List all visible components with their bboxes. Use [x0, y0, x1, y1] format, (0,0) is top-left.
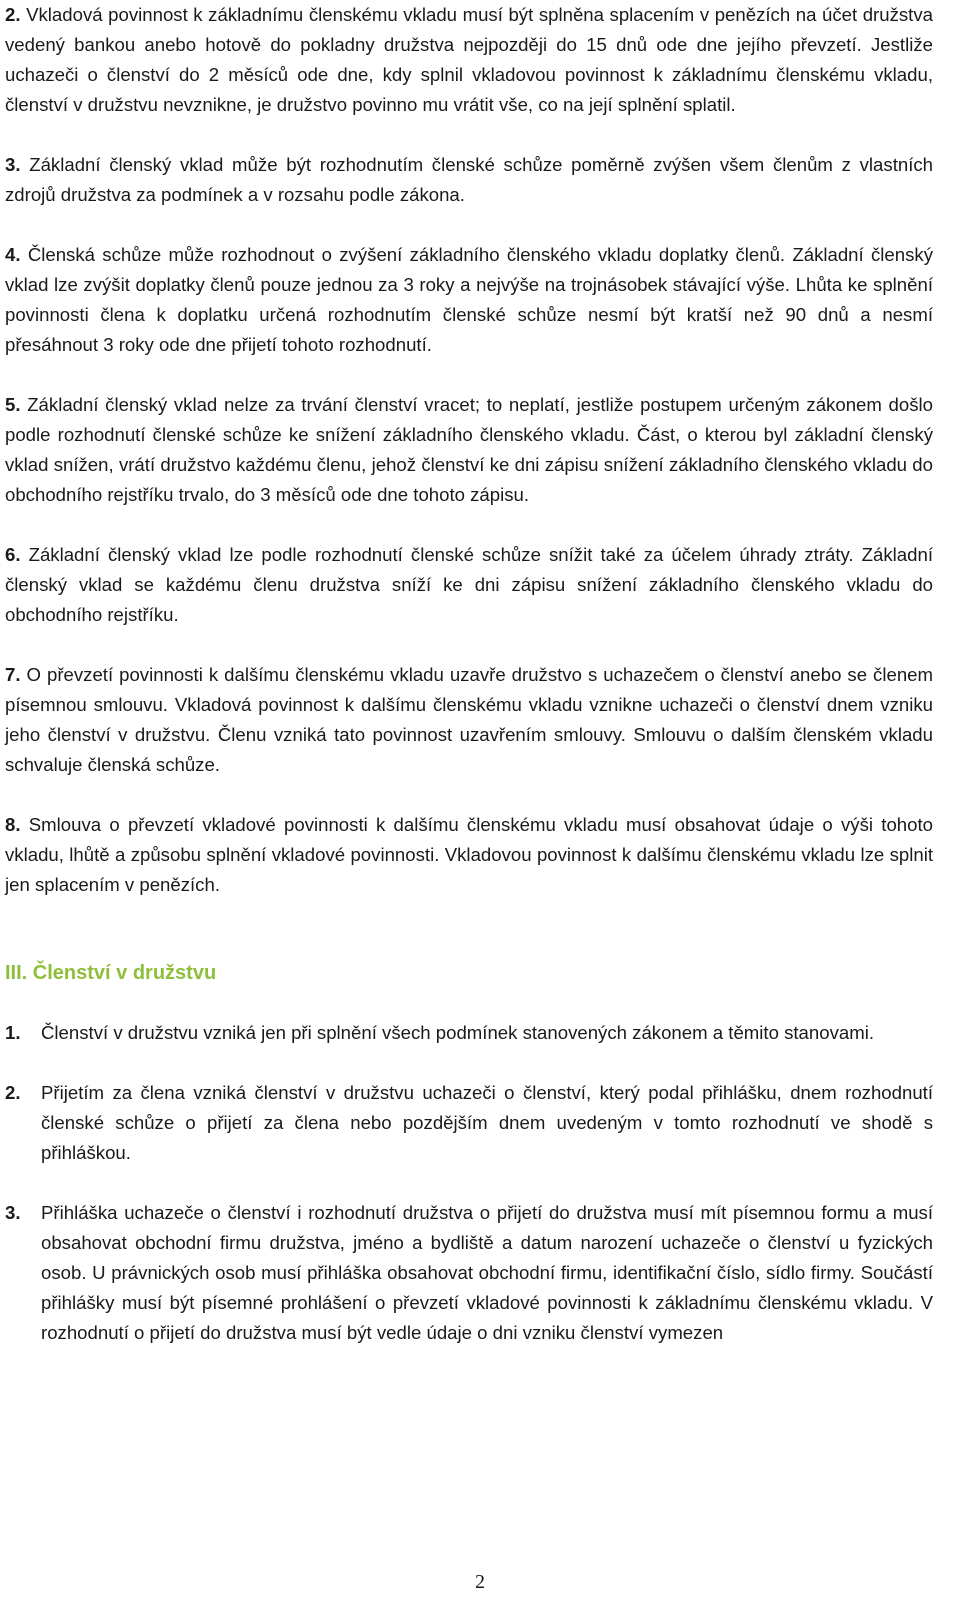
paragraph-number: 6. — [5, 544, 21, 565]
paragraph-text: Základní členský vklad lze podle rozhodnutí členské schůze snížit také za účelem úhrady ztráty. Základní členský vklad se každému členu družstva sníží ke dni zápisu snížení základního členského vkladu do obchodního rejstříku. — [5, 544, 933, 625]
paragraph-8 — [5, 810, 933, 900]
paragraph-text: Smlouva o převzetí vkladové povinnosti k dalšímu členskému vkladu musí obsahovat údaje o výši tohoto vkladu, lhůtě a způsobu splnění vkladové povinnosti. Vkladovou povinnost k dalšímu členskému vkladu lze splnit jen splacením v penězích. — [5, 814, 933, 895]
section-item-2 — [5, 1078, 933, 1168]
section-heading: III. Členství v družstvu — [5, 962, 217, 984]
document-page — [5, 0, 933, 1378]
paragraph-text: Vkladová povinnost k základnímu členskému vkladu musí být splněna splacením v penězích na účet družstva vedený bankou anebo hotově do pokladny družstva nejpozději do 15 dnů ode dne jejího převzetí. Jestliže uchazeči o členství do 2 měsíců ode dne, kdy splnil vkladovou povinnost k základnímu členskému vkladu, členství v družstvu nevznikne, je družstvo povinno mu vrátit vše, co na její splnění splatil. — [5, 4, 933, 115]
paragraph-2 — [5, 0, 933, 120]
paragraph-number: 2. — [5, 4, 21, 25]
section-item-1 — [5, 1018, 933, 1048]
paragraph-7 — [5, 660, 933, 780]
paragraph-number: 4. — [5, 244, 21, 265]
paragraph-6 — [5, 540, 933, 630]
paragraph-text: Základní členský vklad nelze za trvání členství vracet; to neplatí, jestliže postupem určeným zákonem došlo podle rozhodnutí členské schůze ke snížení základního členského vkladu. Část, o kterou byl základní členský vklad snížen, vrátí družstvo každému členu, jehož členství ke dni zápisu snížení základního členského vkladu do obchodního rejstříku trvalo, do 3 měsíců ode dne tohoto zápisu. — [5, 394, 933, 505]
paragraph-text: O převzetí povinnosti k dalšímu členskému vkladu uzavře družstvo s uchazečem o členství anebo se členem písemnou smlouvu. Vkladová povinnost k dalšímu členskému vkladu vznikne uchazeči o členství dnem vzniku jeho členství v družstvu. Členu vzniká tato povinnost uzavřením smlouvy. Smlouvu o dalším členském vkladu schvaluje členská schůze. — [5, 664, 933, 775]
item-number: 1. — [5, 1022, 21, 1043]
item-text: Členství v družstvu vzniká jen při splnění všech podmínek stanovených zákonem a těmito stanovami. — [41, 1022, 874, 1043]
paragraph-5 — [5, 390, 933, 510]
paragraph-number: 8. — [5, 814, 21, 835]
paragraph-text: Základní členský vklad může být rozhodnutím členské schůze poměrně zvýšen všem členům z vlastních zdrojů družstva za podmínek a v rozsahu podle zákona. — [5, 154, 933, 205]
paragraph-4 — [5, 240, 933, 360]
paragraph-number: 5. — [5, 394, 21, 415]
paragraph-number: 3. — [5, 154, 21, 175]
section-item-3 — [5, 1198, 933, 1348]
page-number: 2 — [475, 1571, 485, 1593]
item-number: 3. — [5, 1202, 21, 1223]
item-number: 2. — [5, 1082, 21, 1103]
item-text: Přijetím za člena vzniká členství v družstvu uchazeči o členství, který podal přihlášku, dnem rozhodnutí členské schůze o přijetí za člena nebo pozdějším dnem uvedeným v tomto rozhodnutí ve shodě s přihláškou. — [41, 1082, 933, 1163]
item-text: Přihláška uchazeče o členství i rozhodnutí družstva o přijetí do družstva musí mít písemnou formu a musí obsahovat obchodní firmu družstva, jméno a bydliště a datum narození uchazeče o členství u fyzických osob. U právnických osob musí přihláška obsahovat obchodní firmu, identifikační číslo, sídlo firmy. Součástí přihlášky musí být písemné prohlášení o převzetí vkladové povinnosti k základnímu členskému vkladu. V rozhodnutí o přijetí do družstva musí být vedle údaje o dni vzniku členství vymezen — [41, 1202, 933, 1343]
paragraph-3 — [5, 150, 933, 210]
paragraph-number: 7. — [5, 664, 21, 685]
paragraph-text: Členská schůze může rozhodnout o zvýšení základního členského vkladu doplatky členů. Základní členský vklad lze zvýšit doplatky členů pouze jednou za 3 roky a nejvýše na trojnásobek stávající výše. Lhůta ke splnění povinnosti člena k doplatku určená rozhodnutím členské schůze nesmí být kratší než 90 dnů a nesmí přesáhnout 3 roky ode dne přijetí tohoto rozhodnutí. — [5, 244, 933, 355]
